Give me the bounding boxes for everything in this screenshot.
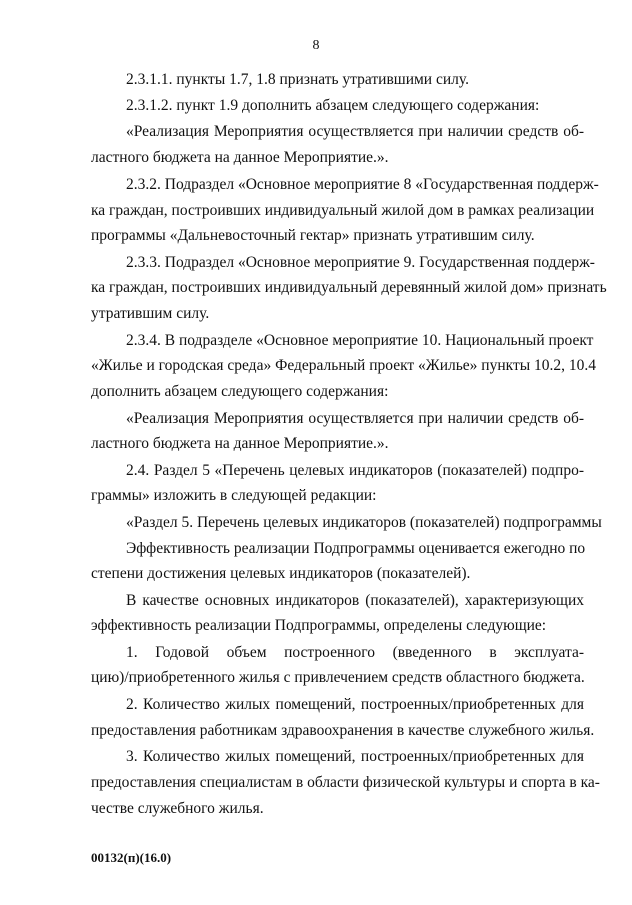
text-line: 2.3.1.2. пункт 1.9 дополнить абзацем следующего содержания: xyxy=(126,97,540,114)
text-line: 2.3.4. В подразделе «Основное мероприятие 10. Национальный проект xyxy=(126,332,594,349)
text-line: цию)/приобретенного жилья с привлечением средств областного бюджета. xyxy=(91,669,585,686)
page-number: 8 xyxy=(312,38,320,53)
text-line: 1. Годовой объем построенного (введенного в эксплуата- xyxy=(126,644,584,661)
text-line: ка граждан, построивших индивидуальный деревянный жилой дом» признать xyxy=(91,279,607,296)
document-code: 00132(п)(16.0) xyxy=(91,850,172,865)
text-line: 3. Количество жилых помещений, построенных/приобретенных для xyxy=(126,748,584,765)
text-line: степени достижения целевых индикаторов (показателей). xyxy=(91,565,471,582)
text-line: 2.3.2. Подраздел «Основное мероприятие 8 «Государственная поддерж- xyxy=(126,176,599,193)
text-line: 2.4. Раздел 5 «Перечень целевых индикаторов (показателей) подпро- xyxy=(126,462,584,479)
text-line: «Жилье и городская среда» Федеральный проект «Жилье» пункты 10.2, 10.4 xyxy=(91,357,597,374)
text-line: ластного бюджета на данное Мероприятие.». xyxy=(91,435,389,452)
text-line: «Раздел 5. Перечень целевых индикаторов (показателей) подпрограммы xyxy=(126,514,602,531)
text-line: «Реализация Мероприятия осуществляется при наличии средств об- xyxy=(126,410,584,427)
text-line: ка граждан, построивших индивидуальный жилой дом в рамках реализации xyxy=(91,202,595,219)
text-line: 2. Количество жилых помещений, построенных/приобретенных для xyxy=(126,696,584,713)
text-line: предоставления работникам здравоохранения в качестве служебного жилья. xyxy=(91,722,595,739)
text-line: 2.3.1.1. пункты 1.7, 1.8 признать утратившими силу. xyxy=(126,71,469,88)
text-line: Эффективность реализации Подпрограммы оценивается ежегодно по xyxy=(126,540,586,557)
text-line: «Реализация Мероприятия осуществляется при наличии средств об- xyxy=(126,123,584,140)
text-line: дополнить абзацем следующего содержания: xyxy=(91,383,389,400)
text-line: программы «Дальневосточный гектар» признать утратившим силу. xyxy=(91,227,535,244)
text-line: утратившим силу. xyxy=(91,305,210,322)
text-line: эффективность реализации Подпрограммы, определены следующие: xyxy=(91,617,547,634)
text-line: ластного бюджета на данное Мероприятие.». xyxy=(91,149,389,166)
text-line: граммы» изложить в следующей редакции: xyxy=(91,487,377,504)
text-line: честве служебного жилья. xyxy=(91,800,264,817)
text-line: предоставления специалистам в области физической культуры и спорта в ка- xyxy=(91,774,600,791)
text-line: 2.3.3. Подраздел «Основное мероприятие 9. Государственная поддерж- xyxy=(126,254,595,271)
text-line: В качестве основных индикаторов (показателей), характеризующих xyxy=(126,592,584,609)
